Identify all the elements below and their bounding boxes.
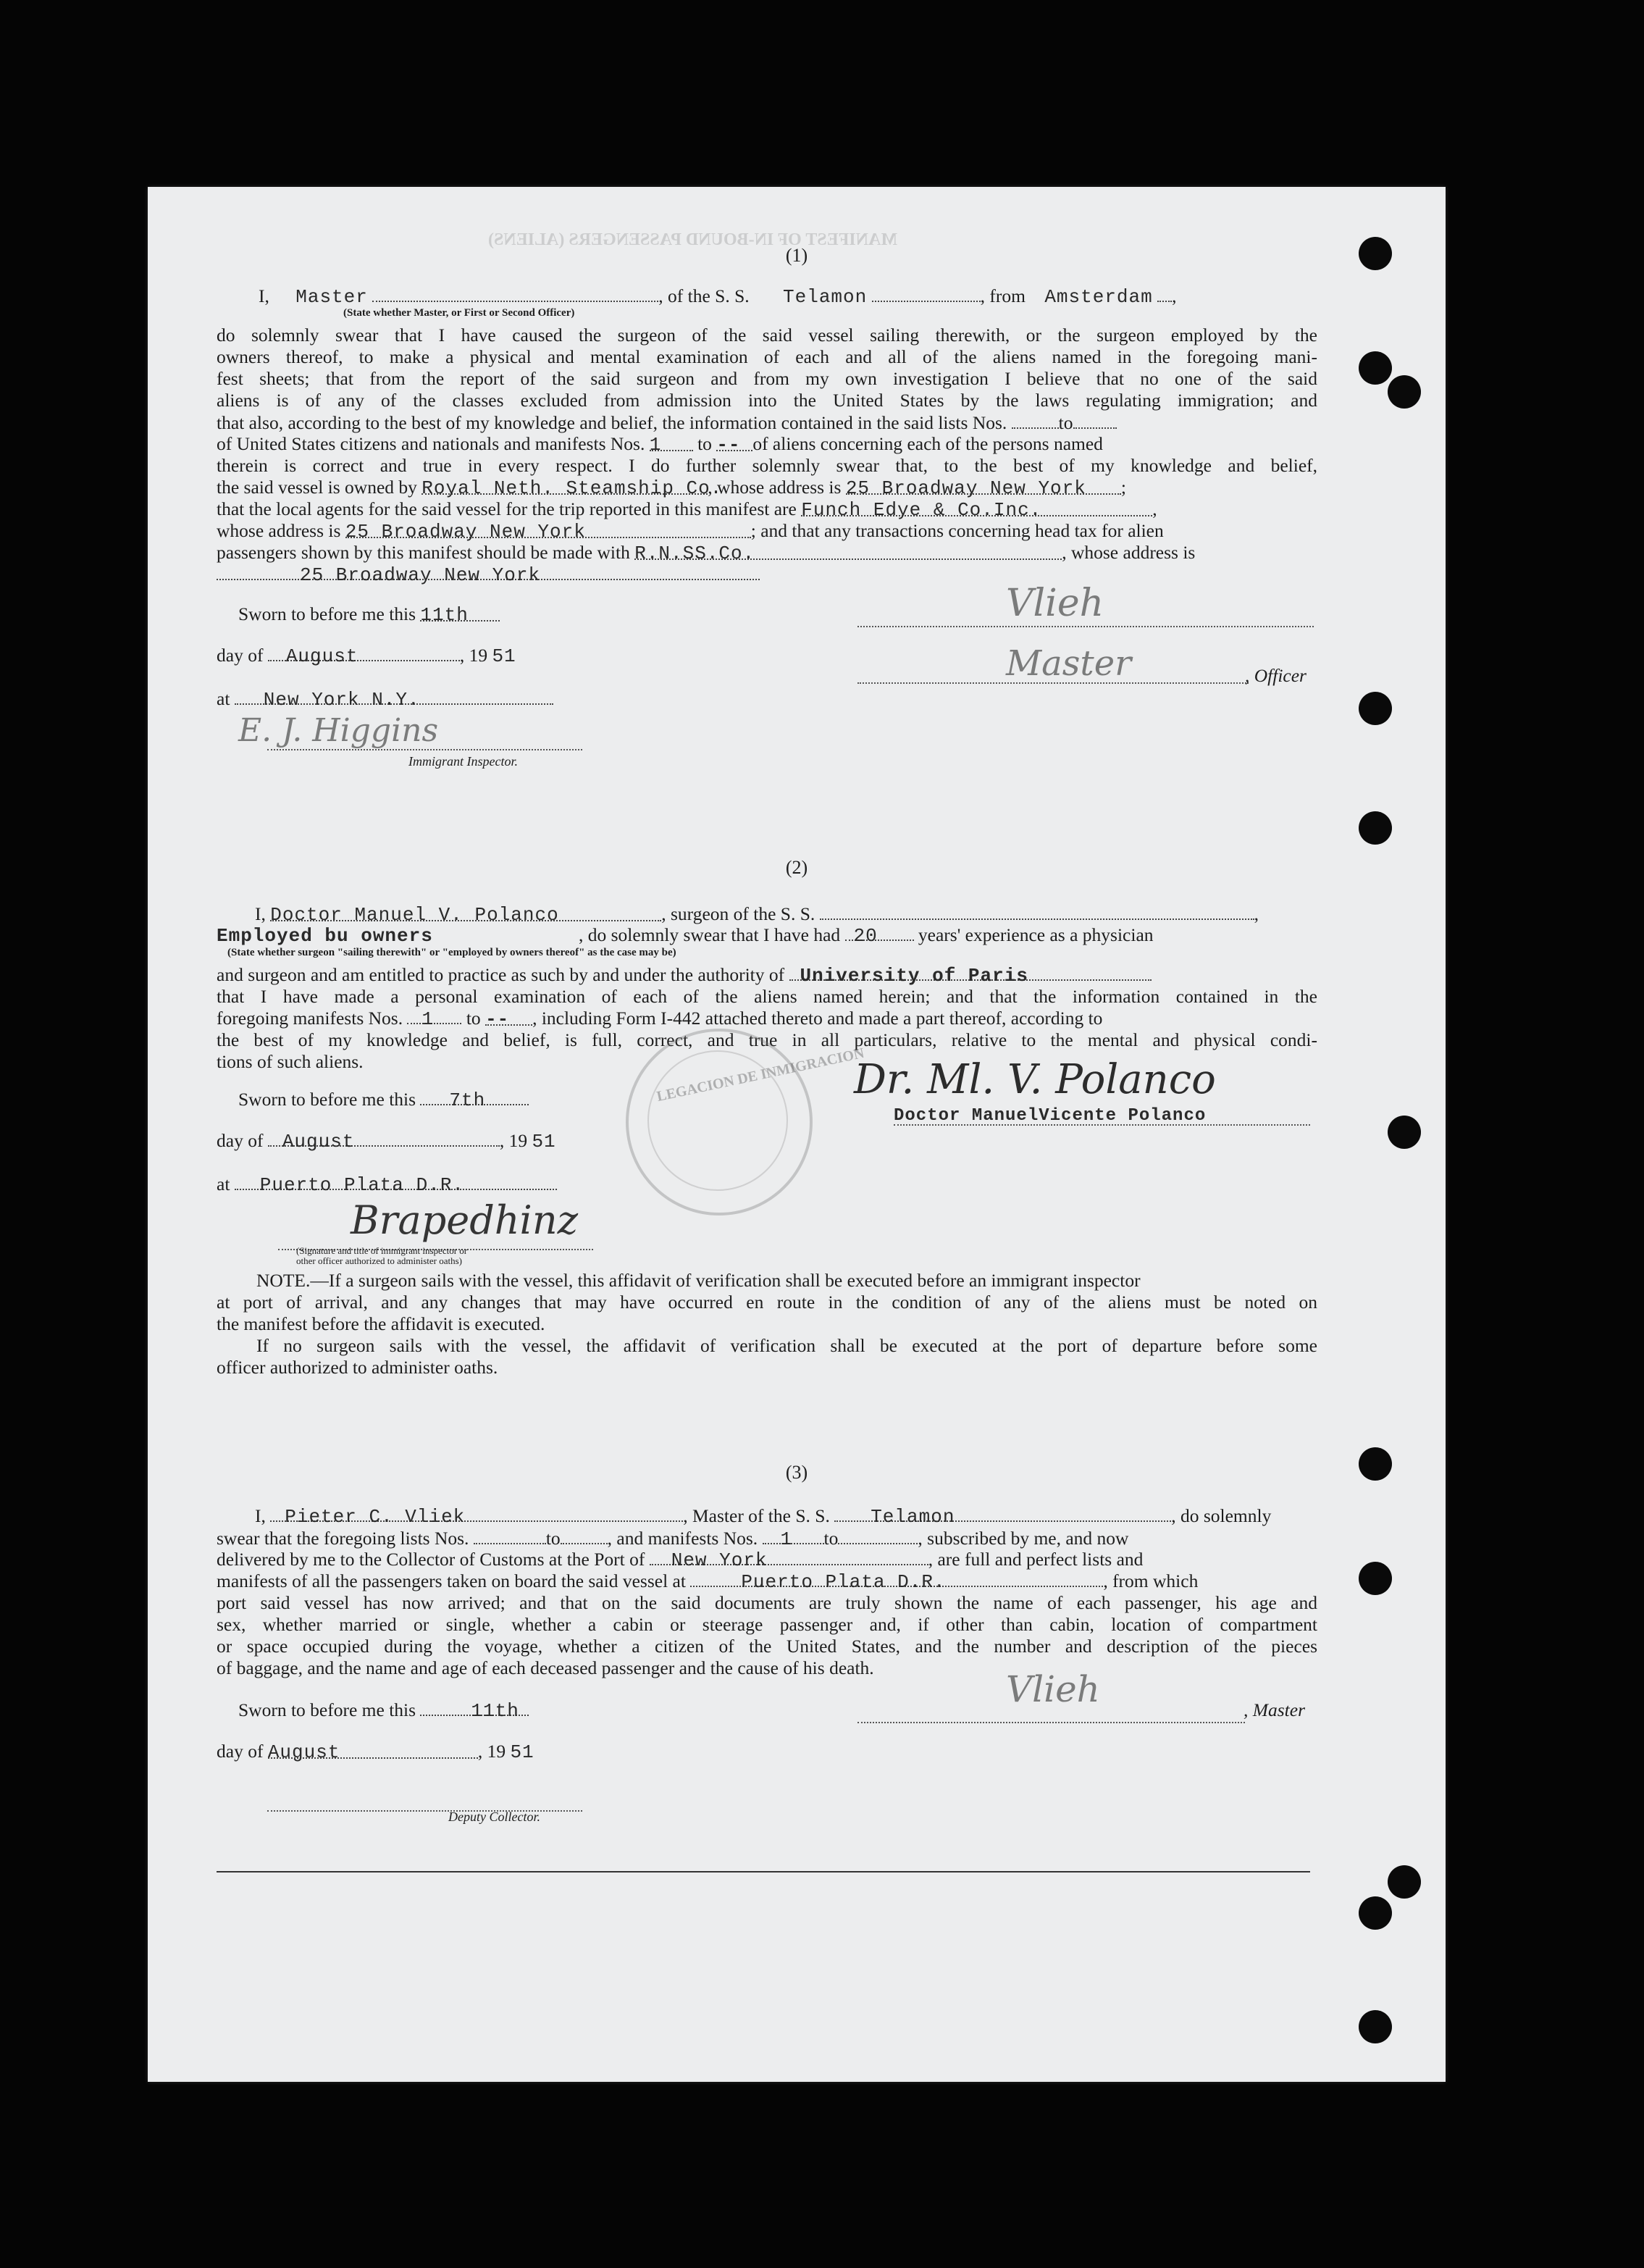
note-line-2: at port of arrival, and any changes that may have occurred en route in the condition of any of the aliens must be noted on (217, 1292, 1317, 1313)
section-1-para-10: whose address is 25 Broadway New York ; and that any transactions concerning head tax for alien (217, 520, 1164, 543)
punch-hole (1359, 1447, 1392, 1481)
head-tax-address: 25 Broadway New York (217, 564, 760, 580)
master-title-signature: Master (1006, 643, 1132, 684)
consular-signature-caption-2: other officer authorized to administer oaths) (296, 1255, 462, 1266)
inspector-label: Immigrant Inspector. (408, 754, 518, 769)
section-1-place-value: New York N.Y. (235, 689, 553, 705)
surgeon-employment: Employed bu owners (217, 925, 433, 947)
section-3-line-7: or space occupied during the voyage, whether a citizen of the United States, and the number and description of the pieces (217, 1636, 1317, 1657)
arrival-port: New York (650, 1549, 928, 1565)
section-1-para-7: therein is correct and true in every respect. I do further solemnly swear that, to the best of my knowledge and belief, (217, 455, 1317, 476)
note-line-1: NOTE.—If a surgeon sails with the vessel, this affidavit of verification shall be executed before an immigrant inspector (256, 1270, 1141, 1291)
punch-hole (1359, 237, 1392, 270)
section-3-master-signature-line (857, 1703, 1245, 1723)
affidavit-form (148, 187, 1446, 2082)
section-1-para-8: the said vessel is owned by Royal Neth. Steamship Co., whose address is 25 Broadway New York ; (217, 477, 1126, 499)
section-3-line-6: sex, whether married or single, whether a cabin or steerage passenger and, if other than cabin, location of compartment (217, 1614, 1317, 1635)
section-2-place: at Puerto Plata D.R. (217, 1173, 557, 1195)
doctor-typed-name: Doctor ManuelVicente Polanco (894, 1106, 1207, 1126)
section-3-master-signature: Vlieh (1006, 1668, 1100, 1710)
embarkation-port: Puerto Plata D.R. (690, 1571, 1103, 1587)
punch-hole (1388, 1865, 1421, 1899)
section-2-line-2: Employed bu owners , do solemnly swear that I have had 20 years' experience as a physician (217, 924, 1154, 947)
inspector-signature: E. J. Higgins (238, 712, 439, 749)
section-1-para-12 (217, 564, 760, 585)
manifest-to: -- (716, 434, 752, 451)
section-3-line-4: manifests of all the passengers taken on board the said vessel at Puerto Plata D.R. , from which (217, 1570, 1199, 1593)
owner-address: 25 Broadway New York (846, 477, 1121, 495)
licensing-authority: University of Paris (789, 965, 1152, 981)
section-3-line-3: delivered by me to the Collector of Customs at the Port of New York , are full and perfect lists and (217, 1549, 1144, 1571)
officer-label: , Officer (1245, 665, 1307, 686)
surgeon-manifest-to: -- (485, 1008, 532, 1026)
section-3-date: day of August , 19 51 (217, 1741, 534, 1763)
section-3-year: 51 (510, 1741, 534, 1763)
section-1-date: day of August , 19 51 (217, 645, 516, 667)
section-2-year: 51 (532, 1131, 556, 1152)
section-3-manifest-from: 1 (763, 1528, 824, 1544)
master-name: Pieter C. Vliek (270, 1506, 683, 1522)
years-experience: 20 (845, 925, 914, 941)
section-3-ship: Telamon (834, 1506, 1171, 1522)
punch-hole (1359, 2010, 1392, 2043)
consular-signature: Brapedhinz (351, 1197, 579, 1243)
section-1-para-2: owners thereof, to make a physical and mental examination of each and all of the aliens named in the foregoing mani- (217, 346, 1317, 367)
departure-port: Amsterdam (1044, 286, 1153, 308)
section-3-sworn: Sworn to before me this 11th (238, 1699, 529, 1721)
section-2-line-5: foregoing manifests Nos. 1 to -- , including Form I-442 attached thereto and made a part thereof, according to (217, 1008, 1103, 1030)
punch-hole (1359, 351, 1392, 385)
note-line-3: the manifest before the affidavit is executed. (217, 1313, 545, 1334)
master-label: , Master (1244, 1699, 1305, 1720)
section-1-line-1: I, Master , of the S. S. Telamon , from Amsterdam , (259, 285, 1177, 308)
section-3-line-2: swear that the foregoing lists Nos. to , and manifests Nos. 1 to , subscribed by me, and now (217, 1528, 1129, 1550)
section-3-number: (3) (785, 1462, 808, 1483)
local-agents: Funch Edye & Co.Inc. (801, 499, 1152, 516)
section-1-number: (1) (785, 245, 808, 266)
punch-hole (1359, 692, 1392, 725)
section-2-place-value: Puerto Plata D.R. (235, 1174, 557, 1190)
punch-hole (1388, 375, 1421, 409)
section-1-sworn: Sworn to before me this 11th (238, 603, 500, 625)
section-1-para-9: that the local agents for the said vessel for the trip reported in this manifest are Funch Edye & Co.Inc. , (217, 498, 1157, 521)
section-2-sworn: Sworn to before me this 7th (238, 1089, 529, 1110)
vessel-owner: Royal Neth. Steamship Co. (422, 477, 723, 499)
section-3-sworn-day: 11th (420, 1700, 529, 1716)
punch-hole (1388, 1116, 1421, 1149)
section-2-line-3: and surgeon and am entitled to practice as such by and under the authority of University of Paris (217, 964, 1152, 986)
document-page (148, 187, 1446, 2082)
section-1-para-4: aliens is of any of the classes excluded from admission into the United States by the laws regulating immigration; and (217, 390, 1317, 411)
section-2-line-1: I, Doctor Manuel V. Polanco , surgeon of the S. S. , (255, 903, 1259, 926)
section-1-para-1: do solemnly swear that I have caused the surgeon of the said vessel sailing therewith, or the surgeon employed by the (217, 325, 1317, 346)
doctor-signature: Dr. Ml. V. Polanco (854, 1056, 1216, 1103)
officer-rank-caption: (State whether Master, or First or Second Officer) (343, 307, 575, 319)
note-line-4: If no surgeon sails with the vessel, the affidavit of verification shall be executed at the port of departure before some (256, 1335, 1317, 1356)
punch-hole (1359, 1896, 1392, 1930)
deputy-collector-signature-line (267, 1791, 582, 1812)
ship-name: Telamon (783, 286, 868, 308)
section-2-sworn-day: 7th (420, 1089, 529, 1105)
section-3-line-1: I, Pieter C. Vliek , Master of the S. S. Telamon , do solemnly (255, 1505, 1272, 1528)
consular-signature-caption-1: (Signature and title of immigrant inspector or (296, 1245, 468, 1256)
surgeon-name: Doctor Manuel V. Polanco (270, 904, 661, 921)
section-1-para-5: that also, according to the best of my knowledge and belief, the information contained in the said lists Nos. to (217, 411, 1117, 434)
section-1-para-3: fest sheets; that from the report of the said surgeon and from my own investigation I believe that no one of the said (217, 368, 1317, 389)
seal-text: LEGACION DE INMIGRACION (655, 1045, 866, 1105)
section-3-month: August (268, 1741, 478, 1759)
section-3-line-5: port said vessel has now arrived; and that on the said documents are truly shown the name of each passenger, his age and (217, 1592, 1317, 1613)
section-1-para-6: of United States citizens and nationals and manifests Nos. 1 to -- of aliens concerning each of the persons named (217, 433, 1103, 456)
section-1-sworn-day: 11th (420, 604, 500, 622)
bleed-through-text: MANIFEST OF IN-BOUND PASSENGERS (ALIENS) (488, 230, 897, 249)
surgeon-manifest-from: 1 (407, 1008, 461, 1024)
section-2-line-4: that I have made a personal examination of each of the aliens named herein; and that the information contained in the (217, 986, 1317, 1007)
master-signature: Vlieh (1006, 582, 1104, 625)
section-1-para-11: passengers shown by this manifest should be made with R.N.SS.Co. , whose address is (217, 542, 1196, 564)
section-1-month: August (268, 645, 460, 661)
section-1-place: at New York N.Y. (217, 688, 553, 710)
punch-hole (1359, 1562, 1392, 1595)
note-line-5: officer authorized to administer oaths. (217, 1357, 498, 1378)
head-tax-contact: R.N.SS.Co. (634, 543, 1062, 560)
section-1-year: 51 (492, 645, 516, 667)
section-2-number: (2) (785, 857, 808, 878)
deputy-collector-label: Deputy Collector. (448, 1809, 540, 1824)
bottom-rule (217, 1871, 1310, 1872)
section-2-date: day of August , 19 51 (217, 1130, 556, 1152)
officer-rank: Master (295, 286, 368, 308)
surgeon-employment-caption: (State whether surgeon "sailing therewith" or "employed by owners thereof" as the case may be) (227, 947, 676, 958)
section-2-line-7: tions of such aliens. (217, 1051, 364, 1072)
manifest-from: 1 (650, 434, 693, 451)
section-3-line-8: of baggage, and the name and age of each deceased passenger and the cause of his death. (217, 1657, 874, 1678)
section-2-month: August (268, 1131, 500, 1147)
punch-hole (1359, 811, 1392, 845)
agents-address: 25 Broadway New York (345, 521, 751, 538)
section-2-line-6: the best of my knowledge and belief, is full, correct, and true in all particulars, relative to the mental and physical condi- (217, 1029, 1317, 1050)
